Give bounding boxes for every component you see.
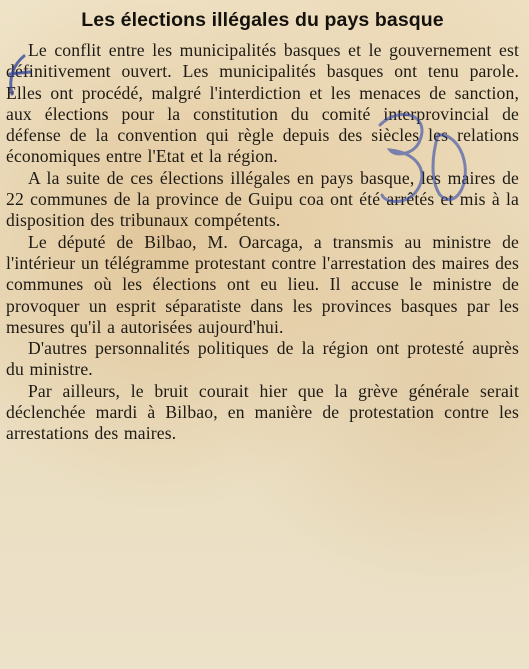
article-body (6, 40, 519, 445)
article-paragraph-4: D'autres personnalités politiques de la région ont protesté auprès du ministre. (6, 338, 519, 380)
article-paragraph-5: Par ailleurs, le bruit courait hier que la grève générale serait déclenchée mardi à Bilbao, en manière de protestation contre les arrestations des maires. (6, 380, 519, 444)
headline: Les élections illégales du pays basque (81, 9, 444, 31)
article-paragraph-1: Le conflit entre les municipalités basques et le gouvernement est définitivement ouvert. Les municipalités basques ont tenu parole. Elles ont procédé, malgré l'interdiction et les menaces de sanction, aux élections pour la constitution du comité interprovincial de défense de la convention qui règle depuis des siècles les relations économiques entre l'Etat et la région. (6, 40, 519, 167)
article-paragraph-3: Le député de Bilbao, M. Oarcaga, a transmis au ministre de l'intérieur un télégramme protestant contre l'arrestation des maires des communes où les élections ont eu lieu. Il accuse le ministre de provoquer un esprit séparatiste dans les provinces basques par les mesures qu'il a autorisées aujourd'hui. (6, 231, 519, 337)
article-paragraph-2: A la suite de ces élections illégales en pays basque, les maires de 22 communes de la province de Guipu coa ont été arrêtés et mis à la disposition des tribunaux compétents. (6, 167, 519, 231)
